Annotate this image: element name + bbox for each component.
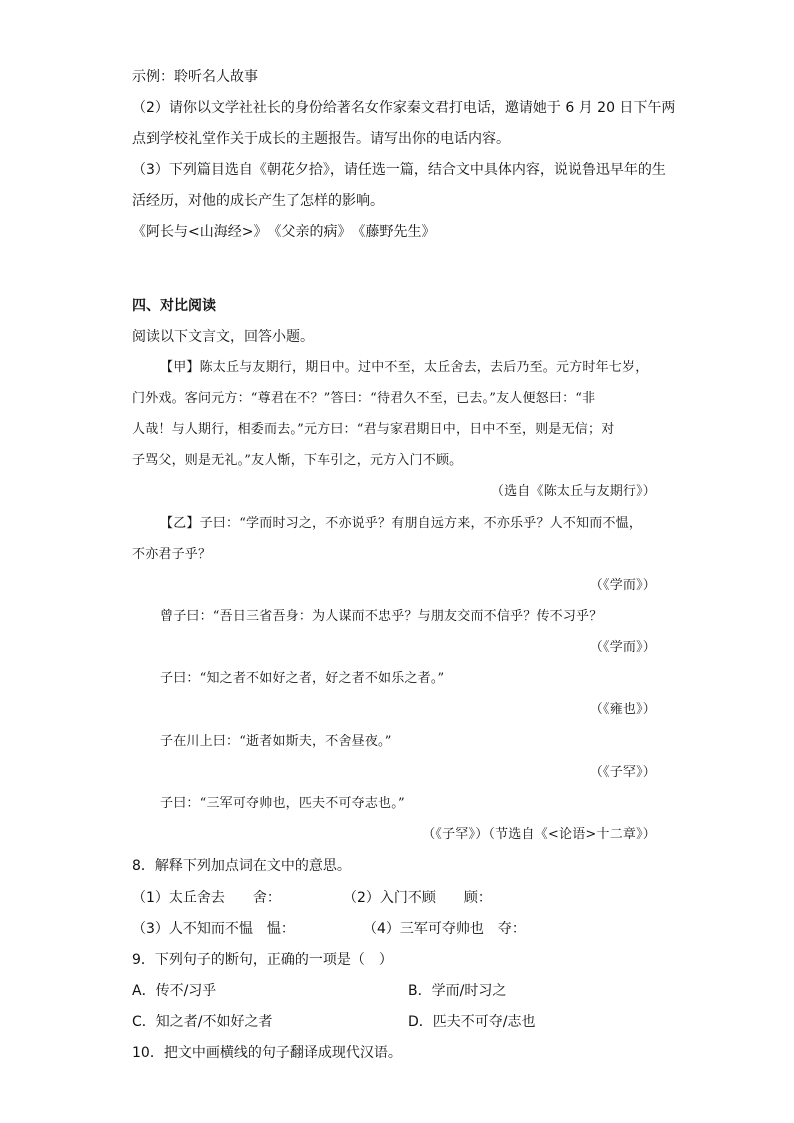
passage-jia-source: （选自《陈太丘与友期行》） [490,484,656,499]
passage-jia-line4: 子骂父，则是无礼。”友人惭，下车引之，元方入门不顾。 [132,453,463,468]
passage-yi-p1-line1: 【乙】子曰：“学而时习之，不亦说乎？有朋自远方来，不亦乐乎？人不知而不愠， [160,516,643,531]
passage-yi-p4: 子在川上曰：“逝者如斯夫，不舍昼夜。” [160,734,392,749]
passage-yi-p5-source: （《子罕》）（节选自《<论语>十二章》） [422,827,656,842]
question-7-2-line1: （2）请你以文学社社长的身份给著名女作家秦文君打电话，邀请她于 6 月 20 日下午两 [132,100,676,116]
question-8-item-1: （1）太丘舍去 舍： [132,890,281,906]
reading-instruction: 阅读以下文言文，回答小题。 [132,329,314,345]
question-9-option-b: B．学而/时习之 [408,983,507,999]
question-9: 9．下列句子的断句，正确的一项是（ ） [132,952,393,968]
example-line: 示例：聆听名人故事 [132,69,258,85]
question-7-2-line2: 点到学校礼堂作关于成长的主题报告。请写出你的电话内容。 [132,131,510,147]
passage-yi-p2-source: （《学而》） [589,640,656,655]
question-9-option-a: A．传不/习乎 [132,983,217,999]
question-7-3-line2: 活经历，对他的成长产生了怎样的影响。 [132,193,384,209]
passage-jia-line1: 【甲】陈太丘与友期行，期日中。过中不至，太丘舍去，去后乃至。元方时年七岁， [160,360,649,375]
section-heading: 四、对比阅读 [132,298,216,314]
question-8-item-2: （2）入门不顾 顾： [343,890,492,906]
book-titles: 《阿长与<山海经>》 《父亲的病》 《藤野先生》 [132,224,436,240]
question-9-option-d: D．匹夫不可夺/志也 [408,1014,536,1030]
passage-yi-p1-line2: 不亦君子乎？ [132,547,212,562]
question-7-3-line1: （3）下列篇目选自《朝花夕拾》，请任选一篇，结合文中具体内容，说说鲁迅早年的生 [132,162,666,178]
question-8-item-4: （4）三军可夺帅也 夺： [363,921,526,937]
passage-yi-p3: 子曰：“知之者不如好之者，好之者不如乐之者。” [160,671,445,686]
passage-jia-line2: 门外戏。客问元方：“尊君在不？”答曰：“待君久不至，已去。”友人便怒曰：“非 [132,391,596,406]
passage-jia-line3: 人哉！与人期行，相委而去。”元方曰：“君与家君期日中，日中不至，则是无信；对 [132,422,615,437]
passage-yi-p1-source: （《学而》） [589,578,656,593]
question-9-option-c: C．知之者/不如好之者 [132,1014,273,1030]
passage-yi-p3-source: （《雍也》） [589,702,656,717]
question-10: 10．把文中画横线的句子翻译成现代汉语。 [132,1045,402,1061]
passage-yi-p2: 曾子曰：“吾日三省吾身：为人谋而不忠乎？与朋友交而不信乎？传不习乎？ [160,609,603,624]
question-8-item-3: （3）人不知而不愠 愠： [132,921,295,937]
question-8: 8．解释下列加点词在文中的意思。 [132,858,351,874]
passage-yi-p5: 子曰：“三军可夺帅也，匹夫不可夺志也。” [160,796,405,811]
passage-yi-p4-source: （《子罕》） [589,765,656,780]
